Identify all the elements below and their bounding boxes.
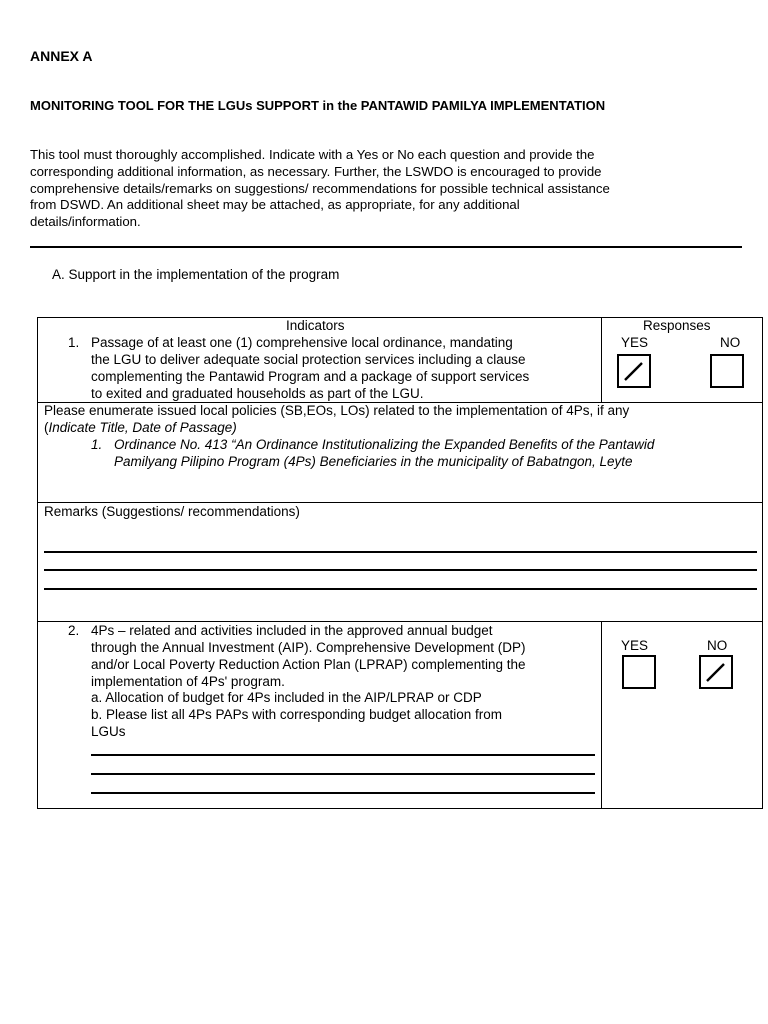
row-divider: [38, 502, 762, 503]
policies-prompt: Please enumerate issued local policies (SB,EOs, LOs) related to the implementation of 4Ps, if any: [44, 403, 630, 418]
policies-prompt-italic: Indicate Title, Date of Passage): [48, 420, 237, 435]
monitoring-table: [37, 317, 763, 809]
policies-prompt-instruction: [44, 420, 237, 437]
item-number: 2.: [68, 623, 80, 638]
row-divider: [38, 621, 762, 622]
policy-entry-line: Pamilyang Pilipino Program (4Ps) Beneficiaries in the municipality of Babatngon, Leyte: [114, 454, 633, 469]
no-label: NO: [720, 335, 741, 350]
remarks-writing-line: [44, 551, 757, 553]
intro-line: comprehensive details/remarks on suggestions/ recommendations for possible technical assistance: [30, 180, 610, 196]
item-number: 1.: [68, 335, 80, 350]
intro-paragraph: [30, 147, 730, 231]
policies-prompt-paren: (: [44, 420, 49, 435]
column-divider: [601, 318, 602, 402]
budget-writing-line: [91, 773, 595, 775]
item-1-line: to exited and graduated households as part of the LGU.: [91, 386, 424, 401]
item-1-no-checkbox[interactable]: [710, 354, 744, 388]
remarks-writing-line: [44, 588, 757, 590]
column-divider: [601, 621, 602, 809]
no-label: NO: [707, 638, 728, 653]
section-a-heading: A. Support in the implementation of the program: [52, 267, 340, 282]
intro-line: from DSWD. An additional sheet may be attached, as appropriate, for any additional: [30, 197, 520, 213]
item-2-line: 4Ps – related and activities included in the approved annual budget: [91, 623, 493, 638]
remarks-writing-line: [44, 569, 757, 571]
policy-entry-number: 1.: [91, 437, 103, 452]
item-1-yes-checkbox[interactable]: [617, 354, 651, 388]
item-2-yes-checkbox[interactable]: [622, 655, 656, 689]
item-2-sub-b: b. Please list all 4Ps PAPs with corresponding budget allocation from: [91, 707, 502, 722]
budget-writing-line: [91, 754, 595, 756]
column-header-indicators: Indicators: [286, 318, 345, 333]
check-slash-icon: [701, 657, 731, 687]
item-2-line: and/or Local Poverty Reduction Action Plan (LPRAP) complementing the: [91, 657, 526, 672]
item-2-sub-b-cont: LGUs: [91, 724, 126, 739]
remarks-label: Remarks (Suggestions/ recommendations): [44, 504, 300, 519]
intro-line: This tool must thoroughly accomplished. Indicate with a Yes or No each question and provide the: [30, 147, 595, 162]
policy-entry-line: Ordinance No. 413 “An Ordinance Institutionalizing the Expanded Benefits of the Pantawid: [114, 437, 655, 452]
column-header-responses: Responses: [643, 318, 711, 333]
item-2-no-checkbox[interactable]: [699, 655, 733, 689]
section-divider: [30, 246, 742, 248]
item-1-line: complementing the Pantawid Program and a package of support services: [91, 369, 530, 384]
item-2-line: implementation of 4Ps' program.: [91, 674, 285, 689]
budget-writing-line: [91, 792, 595, 794]
yes-label: YES: [621, 638, 649, 653]
item-2-sub-a: a. Allocation of budget for 4Ps included in the AIP/LPRAP or CDP: [91, 690, 482, 705]
item-1-line: Passage of at least one (1) comprehensive local ordinance, mandating: [91, 335, 513, 350]
item-1-line: the LGU to deliver adequate social protection services including a clause: [91, 352, 526, 367]
yes-label: YES: [621, 335, 649, 350]
page-title: MONITORING TOOL FOR THE LGUs SUPPORT in the PANTAWID PAMILYA IMPLEMENTATION: [30, 98, 606, 113]
item-2-line: through the Annual Investment (AIP). Comprehensive Development (DP): [91, 640, 526, 655]
intro-line: corresponding additional information, as necessary. Further, the LSWDO is encouraged to provide: [30, 163, 602, 179]
check-slash-icon: [619, 356, 649, 386]
intro-line: details/information.: [30, 214, 141, 230]
annex-label: ANNEX A: [30, 48, 93, 64]
